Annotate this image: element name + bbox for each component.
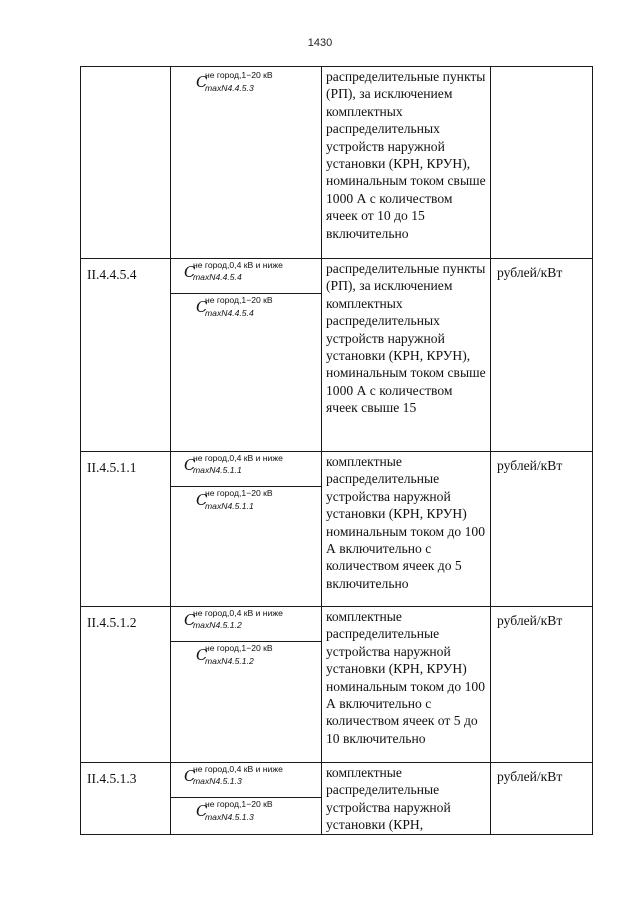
row-description: комплектные распределительные устройства наружной установки (КРН, КРУН) номинальным током до 100 А включительно с количеством ячеек до 5 включительно [322, 452, 491, 607]
formula-symbol: C [196, 298, 208, 316]
formula-subscript: maxN4.5.1.2 [193, 620, 242, 630]
row-code: II.4.5.1.2 [81, 607, 171, 763]
rate-formula [171, 293, 321, 328]
row-unit [491, 67, 593, 259]
formula-superscript: не город,1−20 кВ [205, 643, 273, 653]
row-description: распределительные пункты (РП), за исключением комплектных распределительных устройств наружной установки (КРН, КРУН), номинальным током свыше 1000 А с количеством ячеек от 10 до 15 включительно [322, 67, 491, 259]
formula-symbol: C [196, 802, 208, 820]
row-code [81, 67, 171, 259]
rate-formula [171, 641, 321, 676]
formula-symbol: C [196, 491, 208, 509]
row-code: II.4.5.1.3 [81, 763, 171, 835]
formula-symbol: C [184, 263, 196, 281]
table-row [81, 607, 593, 763]
rate-formula [171, 763, 321, 797]
row-unit: рублей/кВт [491, 259, 593, 452]
formula-superscript: не город,0,4 кВ и ниже [193, 453, 283, 463]
rate-formula [171, 259, 321, 293]
formula-symbol: C [184, 456, 196, 474]
rate-formula [171, 452, 321, 486]
formula-superscript: не город,0,4 кВ и ниже [193, 608, 283, 618]
row-code: II.4.5.1.1 [81, 452, 171, 607]
formula-superscript: не город,0,4 кВ и ниже [193, 764, 283, 774]
formula-subscript: maxN4.5.1.1 [193, 465, 242, 475]
table-row [81, 259, 593, 452]
formula-superscript: не город,1−20 кВ [205, 295, 273, 305]
formula-subscript: maxN4.4.5.4 [205, 308, 254, 318]
formula-symbol: C [184, 611, 196, 629]
row-description: комплектные распределительные устройства наружной установки (КРН, КРУН) номинальным током до 100 А включительно с количеством ячеек от 5 до 10 включительно [322, 607, 491, 763]
row-unit: рублей/кВт [491, 607, 593, 763]
formula-cell [171, 259, 322, 452]
rate-formula [171, 607, 321, 641]
formula-symbol: C [184, 767, 196, 785]
row-description: распределительные пункты (РП), за исключением комплектных распределительных устройств наружной установки (КРН, КРУН), номинальным током свыше 1000 А с количеством ячеек свыше 15 [322, 259, 491, 452]
row-unit: рублей/кВт [491, 763, 593, 835]
formula-symbol: C [196, 73, 208, 91]
table-row [81, 452, 593, 607]
formula-subscript: maxN4.5.1.1 [205, 501, 254, 511]
formula-superscript: не город,1−20 кВ [205, 488, 273, 498]
formula-superscript: не город,1−20 кВ [205, 70, 273, 80]
formula-subscript: maxN4.5.1.3 [193, 776, 242, 786]
row-code: II.4.4.5.4 [81, 259, 171, 452]
formula-subscript: maxN4.5.1.2 [205, 656, 254, 666]
row-description: комплектные распределительные устройства наружной установки (КРН, [322, 763, 491, 835]
table-row [81, 67, 593, 259]
rate-formula [171, 67, 321, 101]
formula-cell [171, 67, 322, 259]
formula-subscript: maxN4.4.5.4 [193, 272, 242, 282]
formula-cell [171, 607, 322, 763]
formula-subscript: maxN4.4.5.3 [205, 83, 254, 93]
row-unit: рублей/кВт [491, 452, 593, 607]
page-number: 1430 [307, 37, 333, 49]
rate-formula [171, 797, 321, 832]
formula-subscript: maxN4.5.1.3 [205, 812, 254, 822]
tariff-table [80, 66, 593, 835]
table-row [81, 763, 593, 835]
formula-superscript: не город,0,4 кВ и ниже [193, 260, 283, 270]
rate-formula [171, 486, 321, 521]
formula-superscript: не город,1−20 кВ [205, 799, 273, 809]
formula-cell [171, 763, 322, 835]
formula-symbol: C [196, 646, 208, 664]
formula-cell [171, 452, 322, 607]
